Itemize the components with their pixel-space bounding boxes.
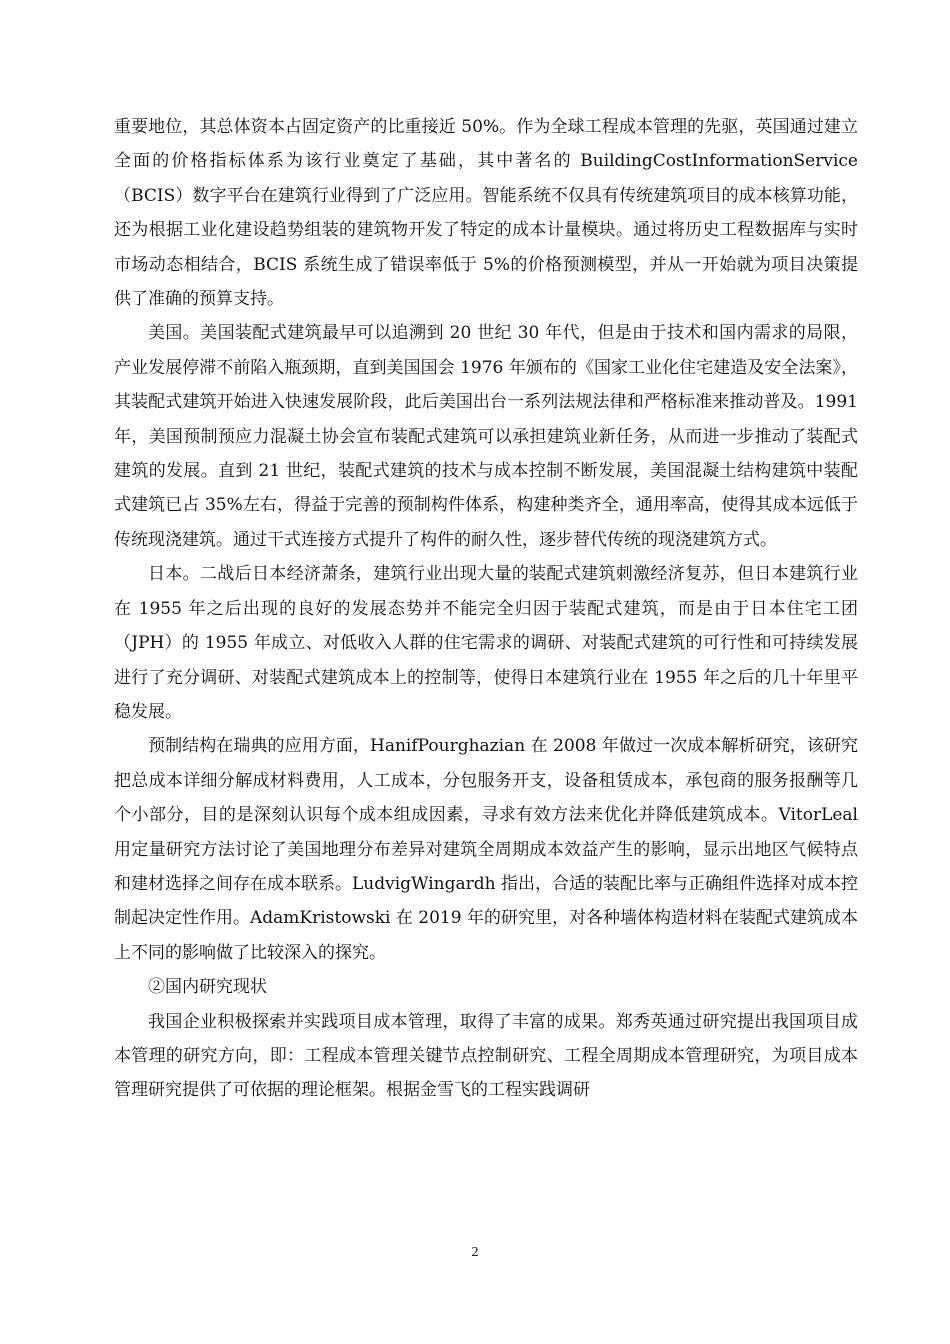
paragraph-sweden: 预制结构在瑞典的应用方面，HanifPourghazian 在 2008 年做过一次成本解析研究，该研究把总成本详细分解成材料费用，人工成本，分包服务开支，设备租赁成本，承包商的服务报酬等几个小部分，目的是深刻认识每个成本组成因素，寻求有效方法来优化并降低建筑成本。VitorLeal 用定量研究方法讨论了美国地理分布差异对建筑全周期成本效益产生的影响，显示出地区气候特点和建材选择之间存在成本联系。LudvigWingardh 指出，合适的装配比率与正确组件选择对成本控制起决定性作用。AdamKristowski 在 2019 年的研究里，对各种墙体构造材料在装配式建筑成本上不同的影响做了比较深入的探究。	[114, 736, 858, 963]
section-heading-domestic: ②国内研究现状	[148, 977, 267, 998]
page-number: 2	[471, 1245, 479, 1260]
body-text	[114, 110, 858, 1108]
paragraph-usa: 美国。美国装配式建筑最早可以追溯到 20 世纪 30 年代，但是由于技术和国内需求的局限，产业发展停滞不前陷入瓶颈期，直到美国国会 1976 年颁布的《国家工业化住宅建造及安全法案》，其装配式建筑开始进入快速发展阶段，此后美国出台一系列法规法律和严格标准来推动普及。1991 年，美国预制预应力混凝土协会宣布装配式建筑可以承担建筑业新任务，从而进一步推动了装配式建筑的发展。直到 21 世纪，装配式建筑的技术与成本控制不断发展，美国混凝土结构建筑中装配式建筑已占 35%左右，得益于完善的预制构件体系，构建种类齐全，通用率高，使得其成本远低于传统现浇建筑。通过干式连接方式提升了构件的耐久性，逐步替代传统的现浇建筑方式。	[114, 323, 858, 550]
paragraph-japan: 日本。二战后日本经济萧条，建筑行业出现大量的装配式建筑刺激经济复苏，但日本建筑行业在 1955 年之后出现的良好的发展态势并不能完全归因于装配式建筑，而是由于日本住宅工团（JPH）的 1955 年成立、对低收入人群的住宅需求的调研、对装配式建筑的可行性和可持续发展进行了充分调研、对装配式建筑成本上的控制等，使得日本建筑行业在 1955 年之后的几十年里平稳发展。	[114, 564, 858, 722]
paragraph-domestic: 我国企业积极探索并实践项目成本管理，取得了丰富的成果。郑秀英通过研究提出我国项目成本管理的研究方向，即：工程成本管理关键节点控制研究、工程全周期成本管理研究，为项目成本管理研究提供了可依据的理论框架。根据金雪飞的工程实践调研	[114, 1011, 858, 1101]
paragraph-bcis: 重要地位，其总体资本占固定资产的比重接近 50%。作为全球工程成本管理的先驱，英国通过建立全面的价格指标体系为该行业奠定了基础，其中著名的 BuildingCostInformationService（BCIS）数字平台在建筑行业得到了广泛应用。智能系统不仅具有传统建筑项目的成本核算功能，还为根据工业化建设趋势组装的建筑物开发了特定的成本计量模块。通过将历史工程数据库与实时市场动态相结合，BCIS 系统生成了错误率低于 5%的价格预测模型，并从一开始就为项目决策提供了准确的预算支持。	[114, 117, 858, 310]
